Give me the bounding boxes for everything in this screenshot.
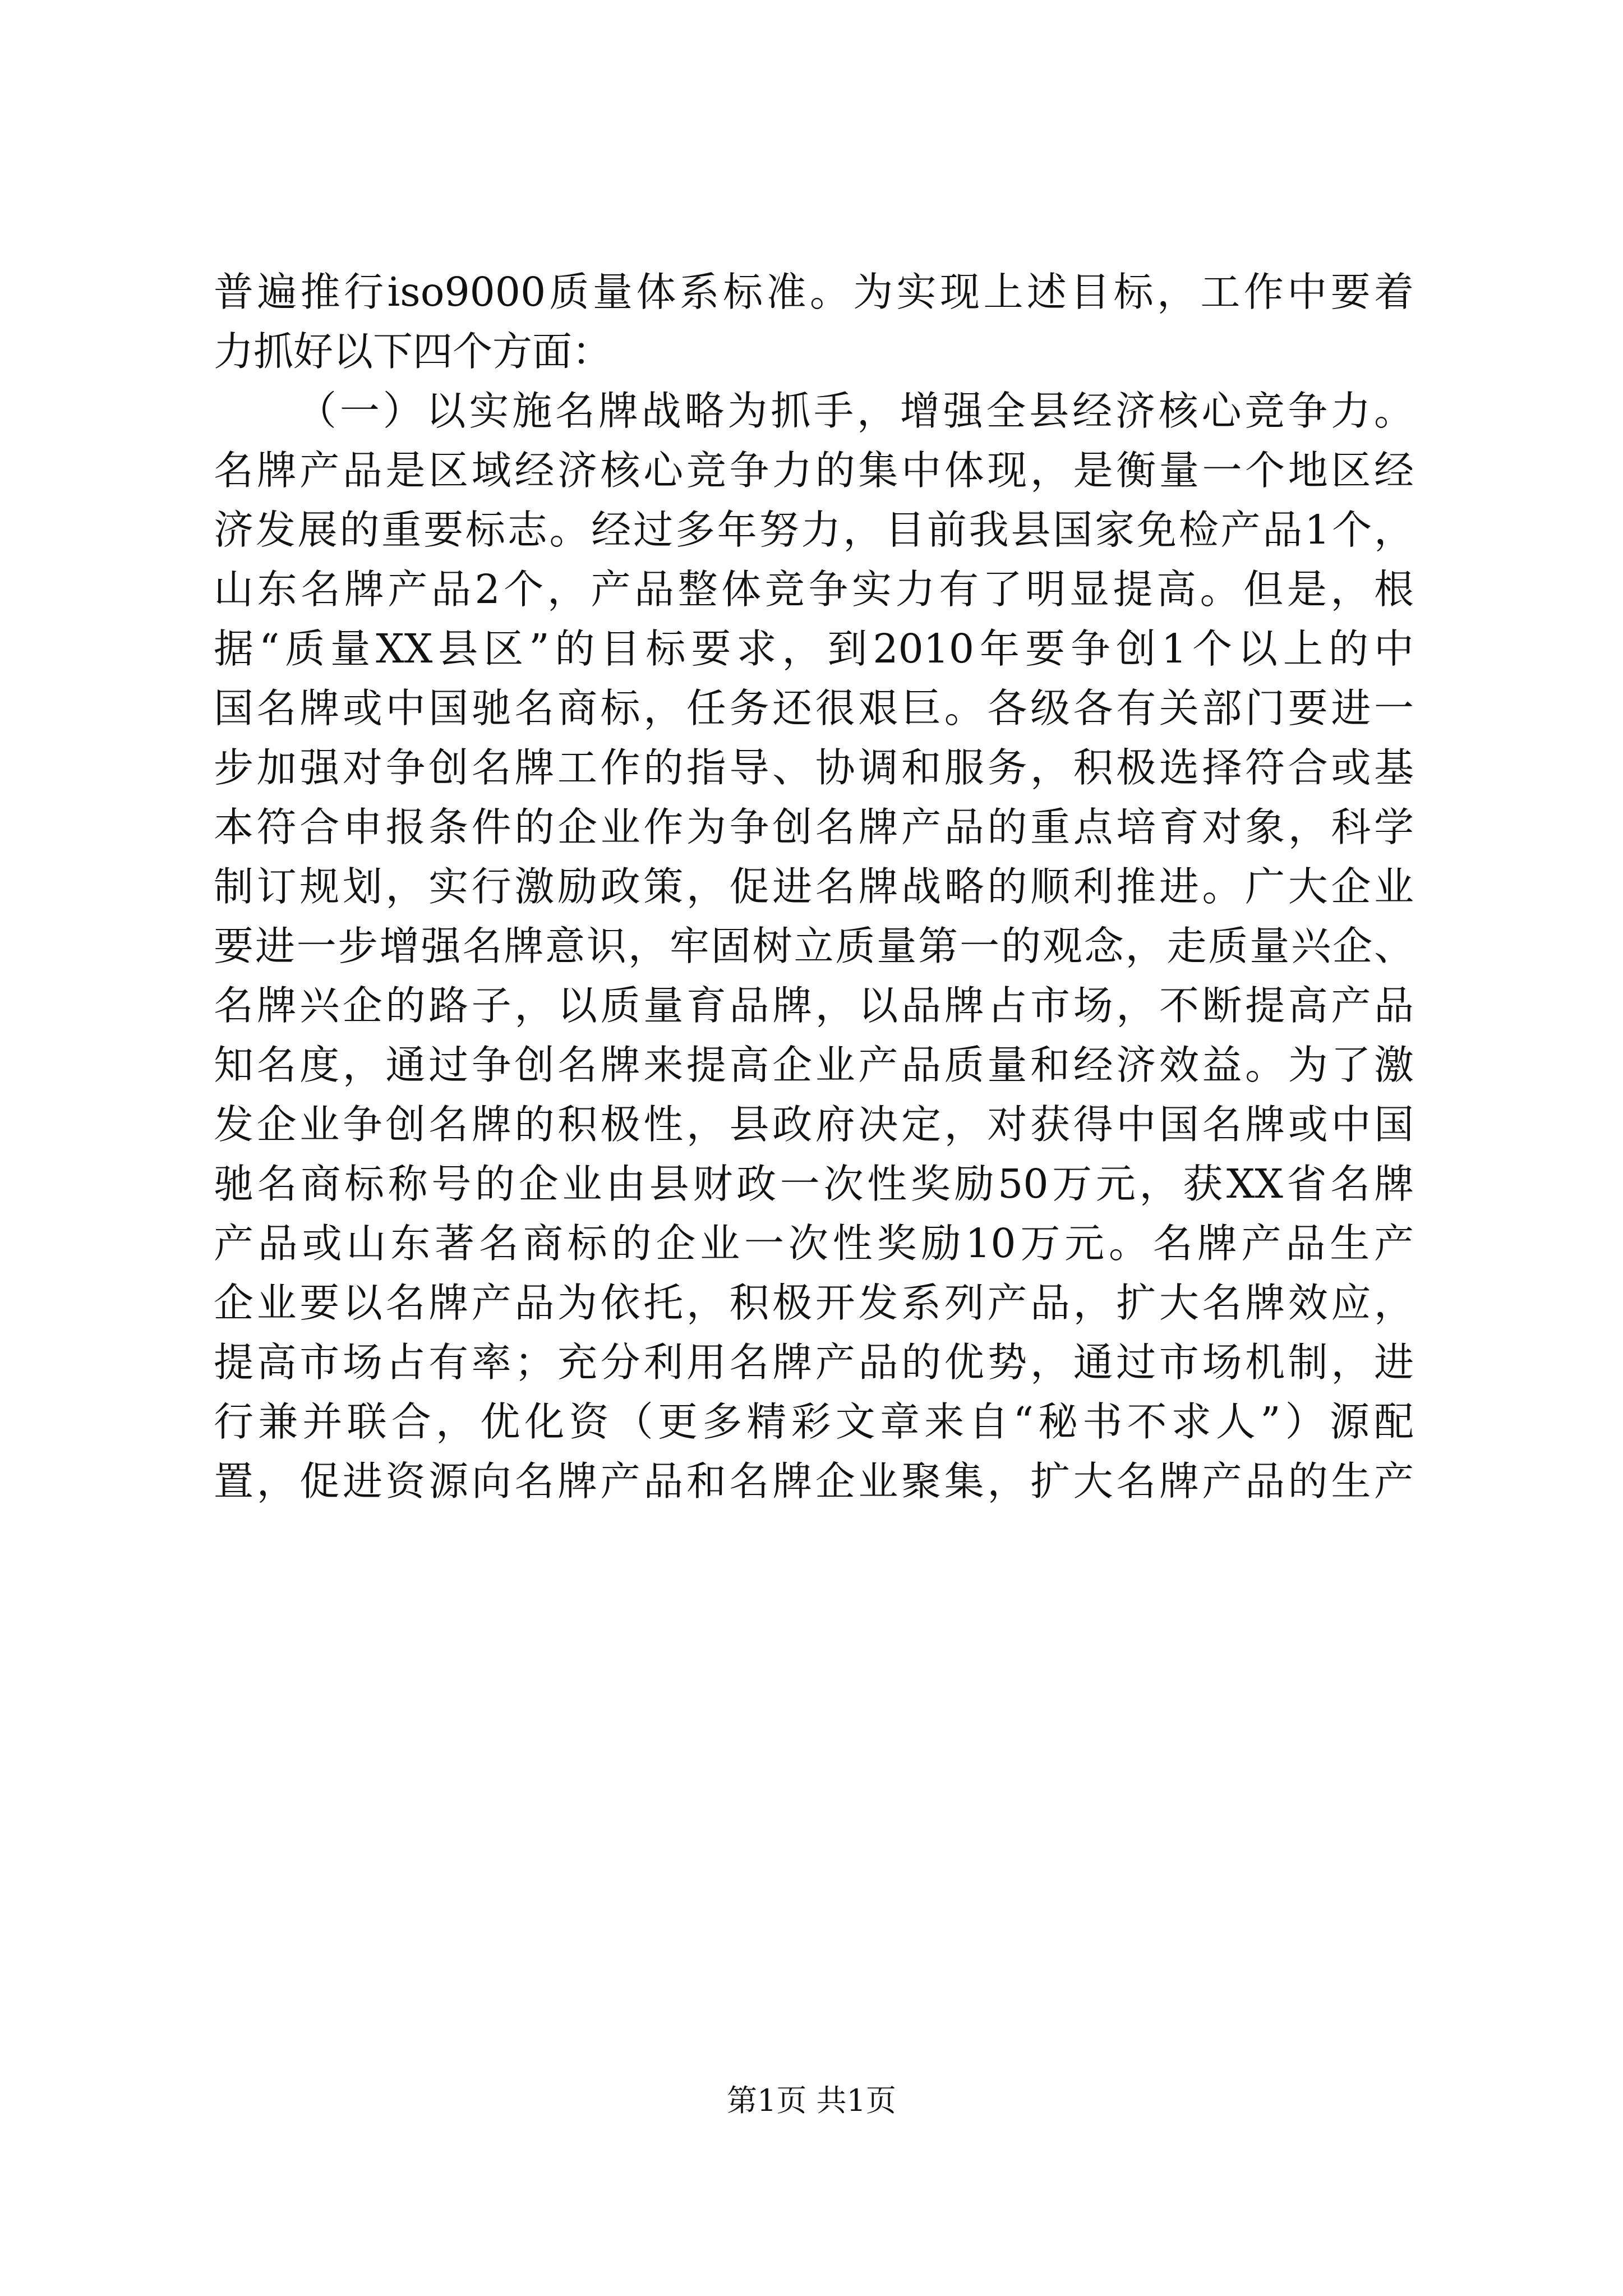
- text-line: 名牌兴企的路子，以质量育品牌，以品牌占市场，不断提高产品: [214, 982, 1414, 1029]
- page-number-footer: 第1页 共1页: [727, 2083, 896, 2118]
- text-line: 步加强对争创名牌工作的指导、协调和服务，积极选择符合或基: [214, 744, 1414, 791]
- section-heading-line: （一）以实施名牌战略为抓手，增强全县经济核心竞争力。: [297, 388, 1414, 434]
- text-line: 知名度，通过争创名牌来提高企业产品质量和经济效益。为了激: [214, 1042, 1414, 1088]
- text-line: 国名牌或中国驰名商标，任务还很艰巨。各级各有关部门要进一: [214, 685, 1414, 731]
- text-line: 提高市场占有率；充分利用名牌产品的优势，通过市场机制，进: [214, 1339, 1414, 1386]
- text-line: 制订规划，实行激励政策，促进名牌战略的顺利推进。广大企业: [214, 863, 1414, 910]
- text-line: 产品或山东著名商标的企业一次性奖励10万元。名牌产品生产: [214, 1220, 1414, 1267]
- text-line: 行兼并联合，优化资（更多精彩文章来自“秘书不求人”）源配: [214, 1398, 1414, 1445]
- text-line: 力抓好以下四个方面：: [214, 328, 612, 375]
- text-line: 本符合申报条件的企业作为争创名牌产品的重点培育对象，科学: [214, 804, 1414, 850]
- text-line: 山东名牌产品2个，产品整体竞争实力有了明显提高。但是，根: [214, 566, 1414, 613]
- text-line: 驰名商标称号的企业由县财政一次性奖励50万元，获XX省名牌: [214, 1161, 1414, 1207]
- text-line: 据“质量XX县区”的目标要求，到2010年要争创1个以上的中: [214, 625, 1414, 672]
- text-line: 要进一步增强名牌意识，牢固树立质量第一的观念，走质量兴企、: [214, 923, 1414, 969]
- document-body: [214, 263, 1414, 1511]
- text-line: 企业要以名牌产品为依托，积极开发系列产品，扩大名牌效应，: [214, 1280, 1414, 1326]
- text-line: 济发展的重要标志。经过多年努力，目前我县国家免检产品1个，: [214, 507, 1414, 553]
- text-line: 名牌产品是区域经济核心竞争力的集中体现，是衡量一个地区经: [214, 447, 1414, 494]
- text-line: 发企业争创名牌的积极性，县政府决定，对获得中国名牌或中国: [214, 1101, 1414, 1148]
- text-line: 普遍推行iso9000质量体系标准。为实现上述目标，工作中要着: [214, 269, 1414, 315]
- text-line: 置，促进资源向名牌产品和名牌企业聚集，扩大名牌产品的生产: [214, 1458, 1414, 1504]
